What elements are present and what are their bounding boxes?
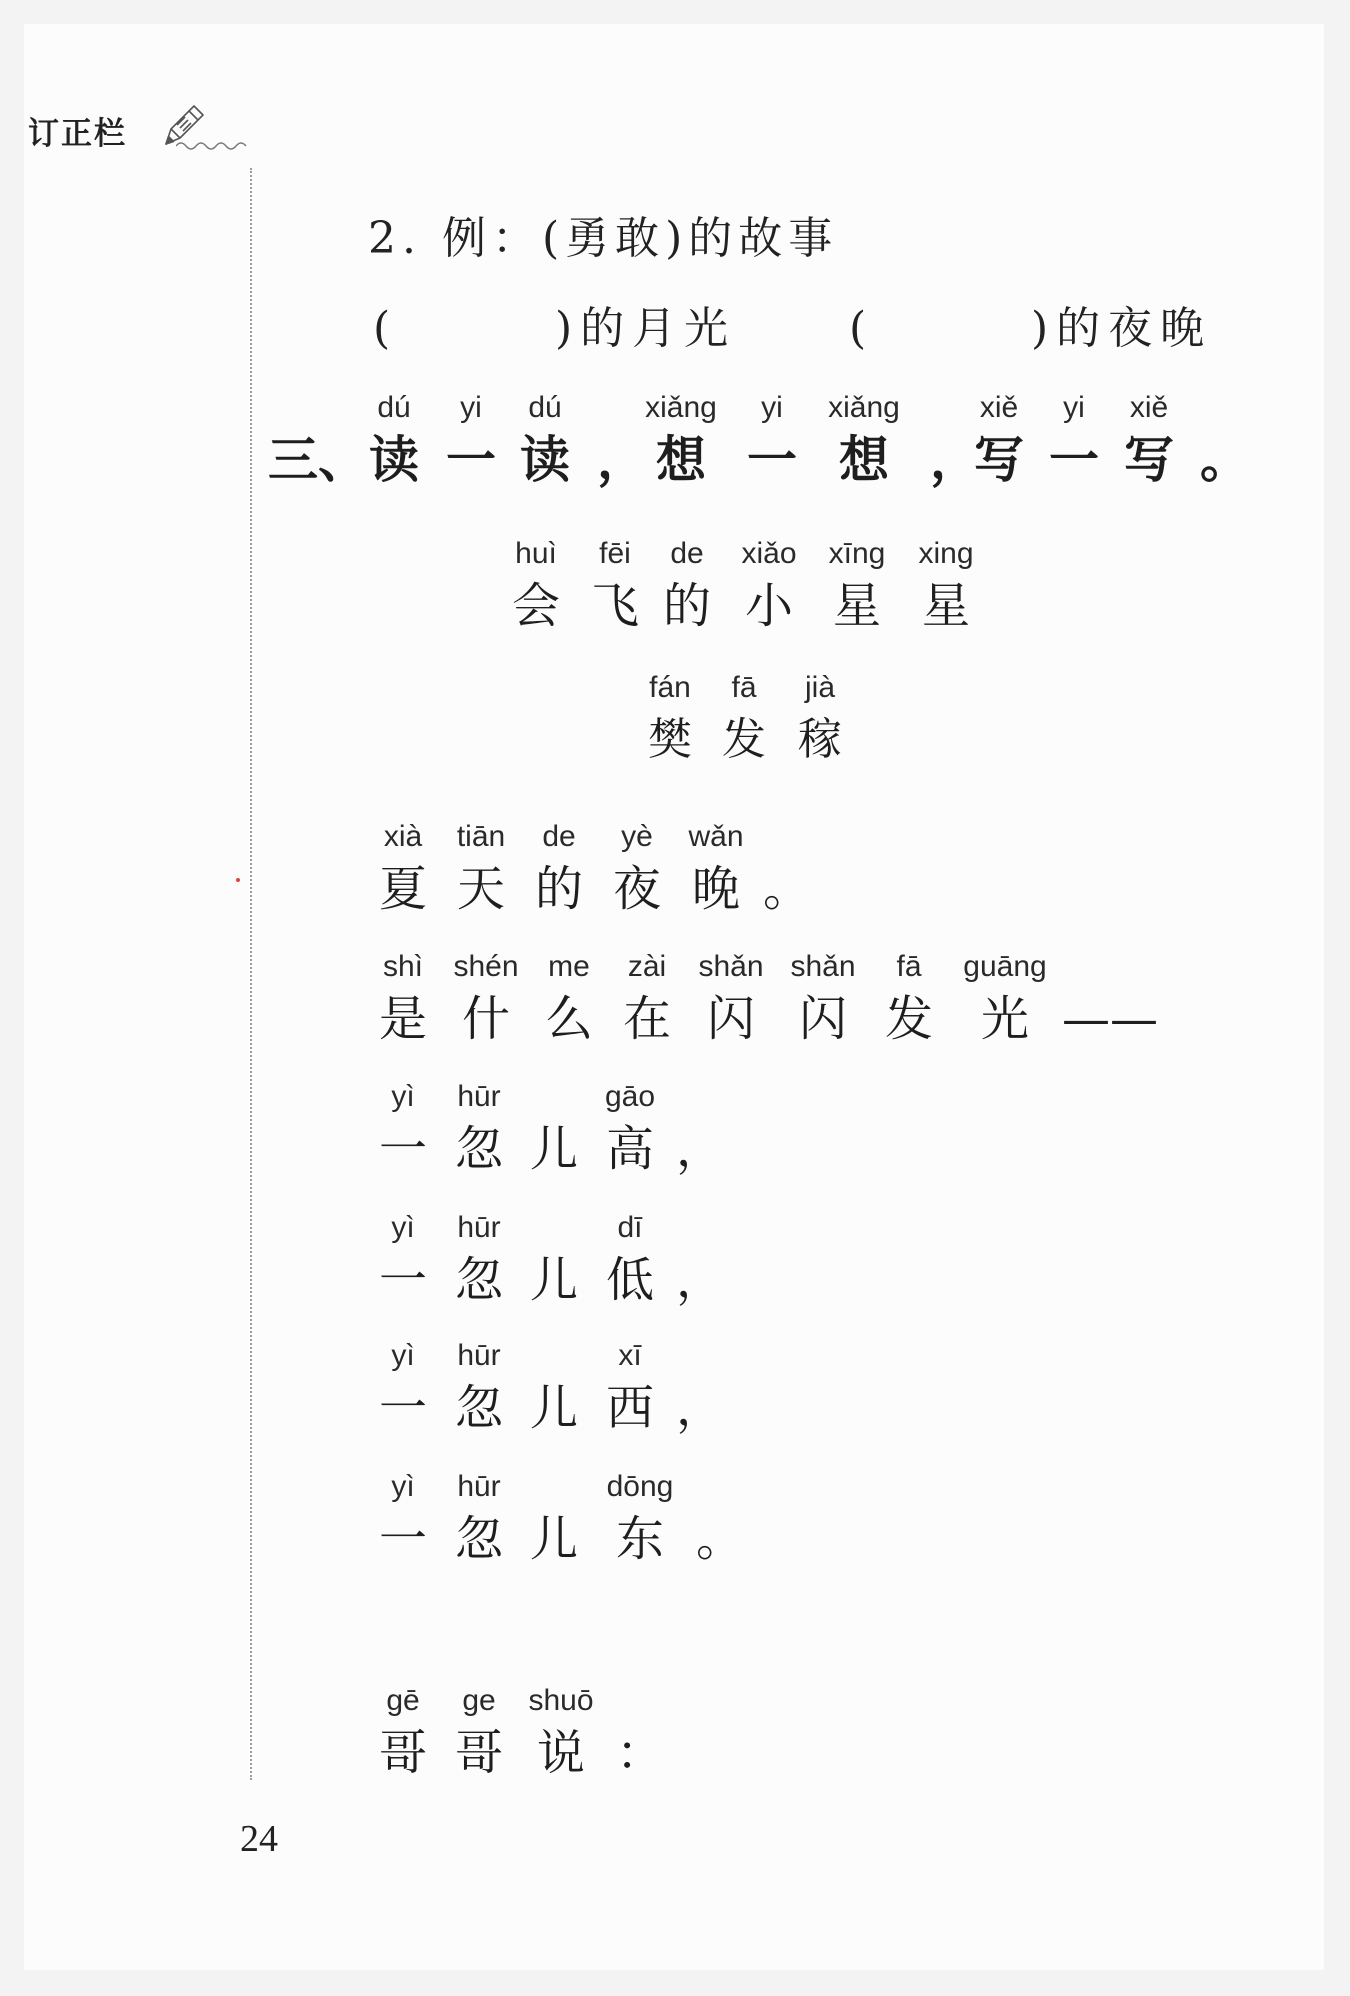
hanzi-char: 读 bbox=[369, 431, 419, 489]
pinyin bbox=[1170, 391, 1280, 425]
blank-1-suffix: )的月光 bbox=[555, 303, 737, 354]
question-2-example: 2. 例：(勇敢)的故事 bbox=[368, 213, 839, 264]
pinyin: huì bbox=[515, 537, 557, 570]
hanzi-char: 。 bbox=[695, 1511, 744, 1567]
poem-line-6-unit bbox=[665, 1470, 775, 1574]
hanzi-char: 发 bbox=[722, 714, 766, 765]
hanzi-char: 樊 bbox=[648, 714, 692, 765]
pinyin: dú bbox=[528, 391, 562, 424]
pinyin: shì bbox=[382, 950, 424, 983]
pinyin: shén bbox=[453, 950, 519, 983]
pinyin: fēi bbox=[599, 537, 631, 570]
hanzi-char: 读 bbox=[520, 431, 570, 489]
hanzi-char: 的 bbox=[662, 578, 711, 634]
pinyin: me bbox=[548, 950, 590, 983]
hanzi-char: ， bbox=[675, 1380, 724, 1436]
hanzi-char: 写 bbox=[1124, 431, 1174, 489]
pinyin: xing bbox=[918, 537, 974, 570]
hanzi-char: 忽 bbox=[454, 1511, 503, 1567]
pinyin: xiǎng bbox=[828, 391, 900, 424]
pinyin bbox=[1055, 950, 1165, 984]
poem-line-2-unit bbox=[950, 950, 1060, 1054]
hanzi-char: 哥 bbox=[378, 1725, 427, 1781]
pinyin: gē bbox=[386, 1684, 420, 1717]
hanzi-char: 忽 bbox=[454, 1380, 503, 1436]
hanzi-char: 发 bbox=[884, 991, 933, 1047]
hanzi-char: 西 bbox=[605, 1380, 654, 1436]
pinyin: dī bbox=[617, 1211, 643, 1244]
hanzi-char: 闪 bbox=[706, 991, 755, 1047]
hanzi-char: 忽 bbox=[454, 1252, 503, 1308]
pinyin: yi bbox=[761, 391, 783, 424]
hanzi-char: 。 bbox=[762, 861, 811, 917]
poem-line-7-unit bbox=[585, 1684, 695, 1788]
hanzi-char: 会 bbox=[511, 578, 560, 634]
hanzi-char: 想 bbox=[839, 431, 889, 489]
poem-author-unit bbox=[765, 671, 875, 775]
hanzi-char: 忽 bbox=[454, 1121, 503, 1177]
hanzi-char: 光 bbox=[980, 991, 1029, 1047]
pinyin: shǎn bbox=[698, 950, 764, 983]
hanzi-char: 的 bbox=[534, 861, 583, 917]
pinyin: shǎn bbox=[790, 950, 856, 983]
pinyin: dú bbox=[377, 391, 411, 424]
hanzi-char: —— bbox=[1062, 991, 1158, 1047]
pinyin: xià bbox=[383, 820, 423, 853]
hanzi-char: 一 bbox=[378, 1380, 427, 1436]
poem-line-1-unit bbox=[732, 820, 842, 924]
hanzi-char: ， bbox=[675, 1121, 724, 1177]
pinyin: jià bbox=[804, 671, 835, 704]
hanzi-char: 稼 bbox=[798, 714, 842, 765]
poem-line-2-unit bbox=[854, 950, 964, 1054]
hanzi-char: 一 bbox=[446, 431, 496, 489]
hanzi-char: 哥 bbox=[454, 1725, 503, 1781]
hanzi-char: 一 bbox=[378, 1121, 427, 1177]
hanzi-char: 儿 bbox=[529, 1121, 578, 1177]
pinyin: yì bbox=[391, 1080, 415, 1113]
pinyin bbox=[665, 1470, 775, 1504]
pinyin: xiǎo bbox=[741, 537, 797, 570]
hanzi-char: 。 bbox=[1200, 431, 1250, 489]
hanzi-char: 晚 bbox=[691, 861, 740, 917]
pinyin: xiě bbox=[1129, 391, 1169, 424]
pinyin: wǎn bbox=[688, 820, 744, 853]
pinyin: hūr bbox=[457, 1470, 501, 1503]
pinyin: tiān bbox=[456, 820, 506, 853]
poem-line-3-unit bbox=[645, 1080, 755, 1184]
pinyin: yì bbox=[391, 1470, 415, 1503]
hanzi-char: ， bbox=[597, 431, 647, 489]
hanzi-char: 飞 bbox=[590, 578, 639, 634]
hanzi-char: 一 bbox=[378, 1252, 427, 1308]
pinyin bbox=[732, 820, 842, 854]
hanzi-char: 是 bbox=[378, 991, 427, 1047]
section-3-instruction-unit bbox=[1170, 391, 1280, 495]
hanzi-char: 高 bbox=[605, 1121, 654, 1177]
pinyin: yè bbox=[621, 820, 653, 853]
blank-1-open-paren: ( bbox=[373, 303, 399, 354]
pinyin: hūr bbox=[457, 1211, 501, 1244]
pinyin: zài bbox=[627, 950, 667, 983]
pinyin bbox=[645, 1211, 755, 1245]
hanzi-char: 什 bbox=[461, 991, 510, 1047]
pinyin: hūr bbox=[457, 1080, 501, 1113]
pinyin: yì bbox=[391, 1211, 415, 1244]
hanzi-char: 一 bbox=[1049, 431, 1099, 489]
hanzi-char: 儿 bbox=[529, 1252, 578, 1308]
pinyin bbox=[645, 1339, 755, 1373]
hanzi-char: 想 bbox=[656, 431, 706, 489]
hanzi-char: 儿 bbox=[529, 1511, 578, 1567]
pinyin: xiě bbox=[979, 391, 1019, 424]
hanzi-char: 说 bbox=[536, 1725, 585, 1781]
pinyin: shuō bbox=[528, 1684, 594, 1717]
hanzi-char: 低 bbox=[605, 1252, 654, 1308]
pinyin: dōng bbox=[606, 1470, 674, 1503]
poem-line-2-unit bbox=[1055, 950, 1165, 1054]
blank-2-suffix: )的夜晚 bbox=[1031, 303, 1213, 354]
hanzi-char: 闪 bbox=[798, 991, 847, 1047]
pinyin: de bbox=[670, 537, 704, 570]
pinyin: de bbox=[542, 820, 576, 853]
pinyin: yi bbox=[460, 391, 482, 424]
hanzi-char: 儿 bbox=[529, 1380, 578, 1436]
hanzi-char: 天 bbox=[456, 861, 505, 917]
pinyin: xiǎng bbox=[645, 391, 717, 424]
pinyin: hūr bbox=[457, 1339, 501, 1372]
hanzi-char: 东 bbox=[615, 1511, 664, 1567]
pinyin: fā bbox=[896, 950, 922, 983]
hanzi-char: 小 bbox=[744, 578, 793, 634]
pinyin: gāo bbox=[604, 1080, 656, 1113]
pinyin: guāng bbox=[963, 950, 1047, 983]
pinyin: fā bbox=[731, 671, 757, 704]
hanzi-char: 三、 bbox=[268, 431, 368, 489]
hanzi-char: 么 bbox=[544, 991, 593, 1047]
pinyin: xī bbox=[618, 1339, 642, 1372]
pinyin: ge bbox=[462, 1684, 496, 1717]
hanzi-char: 星 bbox=[832, 578, 881, 634]
pinyin: fán bbox=[649, 671, 691, 704]
page-number: 24 bbox=[240, 1818, 278, 1860]
hanzi-char: 写 bbox=[974, 431, 1024, 489]
hanzi-char: 夜 bbox=[612, 861, 661, 917]
hanzi-char: 星 bbox=[921, 578, 970, 634]
pinyin: yi bbox=[1063, 391, 1085, 424]
hanzi-char: 在 bbox=[622, 991, 671, 1047]
hanzi-char: 一 bbox=[378, 1511, 427, 1567]
blank-2-open-paren: ( bbox=[849, 303, 875, 354]
poem-line-4-unit bbox=[645, 1211, 755, 1315]
hanzi-char: ， bbox=[675, 1252, 724, 1308]
pinyin bbox=[585, 1684, 695, 1718]
pinyin bbox=[645, 1080, 755, 1114]
pinyin: xīng bbox=[828, 537, 886, 570]
hanzi-char: ： bbox=[615, 1725, 664, 1781]
hanzi-char: ， bbox=[930, 431, 980, 489]
poem-title-unit bbox=[891, 537, 1001, 641]
poem-line-5-unit bbox=[645, 1339, 755, 1443]
hanzi-char: 夏 bbox=[378, 861, 427, 917]
correction-column-label: 订正栏 bbox=[28, 116, 127, 152]
hanzi-char: 一 bbox=[747, 431, 797, 489]
pinyin: yì bbox=[391, 1339, 415, 1372]
